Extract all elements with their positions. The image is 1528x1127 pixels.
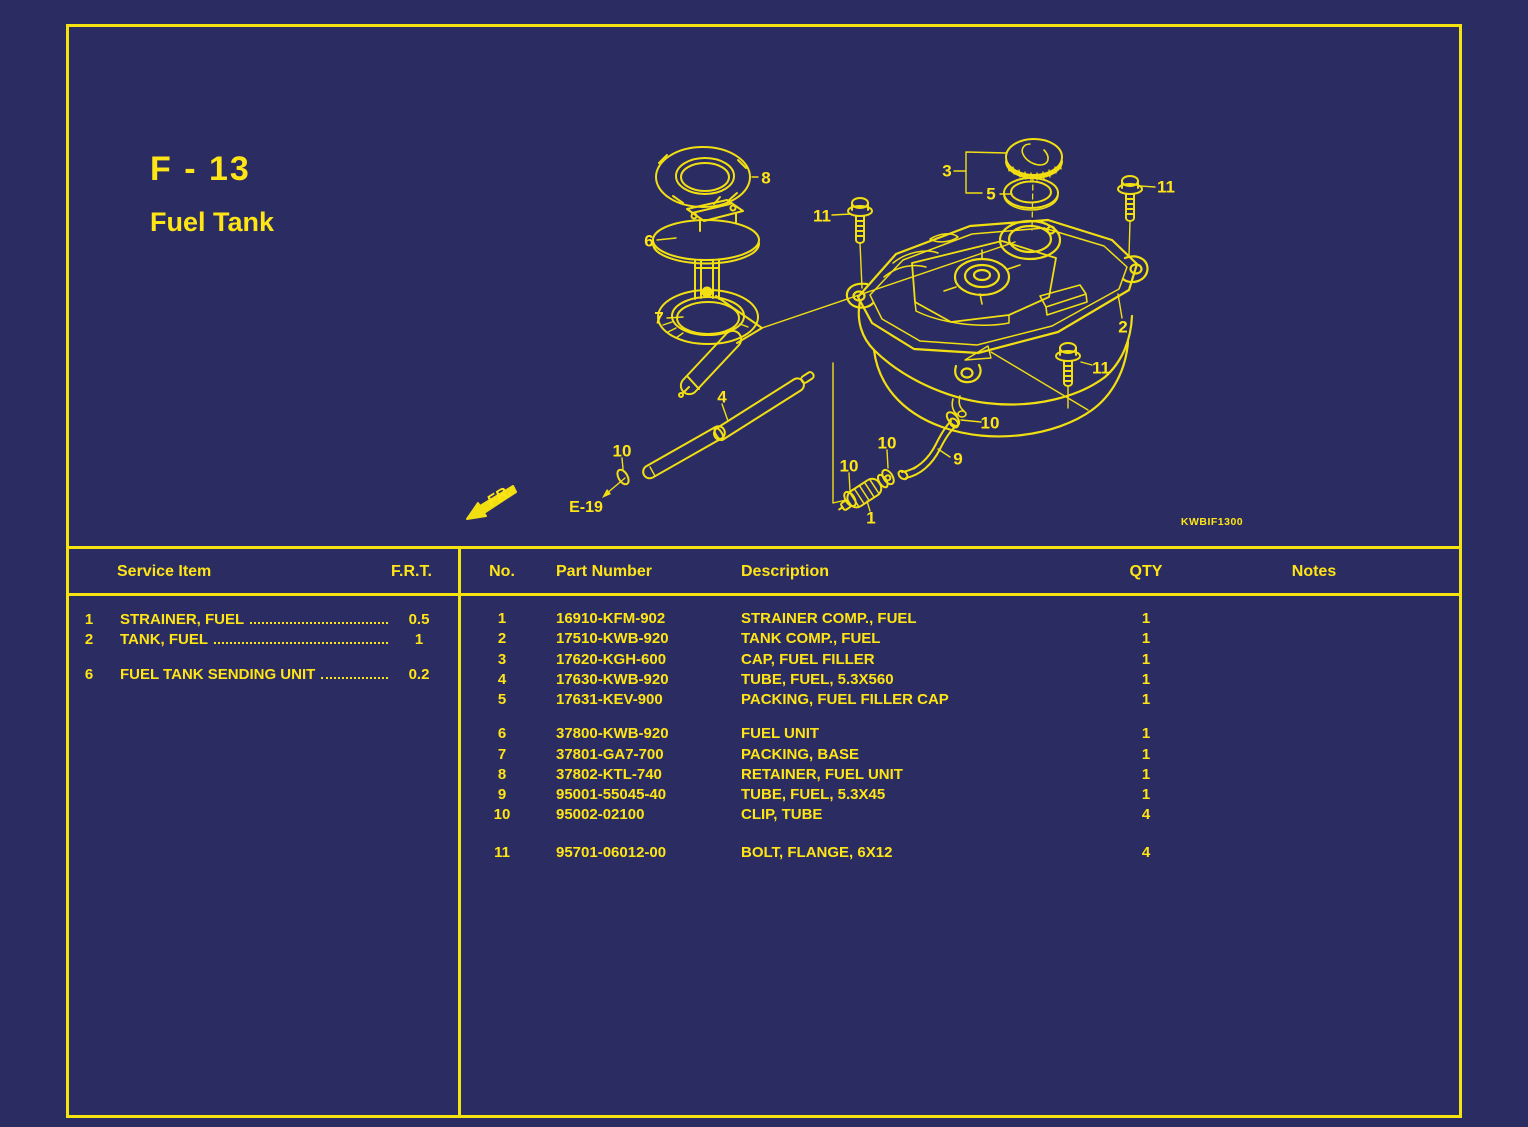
parts-row-description: TANK COMP., FUEL [741, 630, 881, 648]
parts-row-qty: 1 [1141, 610, 1151, 627]
callout-6: 6 [644, 231, 654, 251]
parts-row-no: 8 [497, 765, 507, 783]
parts-row [66, 670, 1462, 690]
callout-11: 11 [813, 206, 831, 226]
qty-header: QTY [1129, 563, 1163, 580]
callout-2: 2 [1118, 317, 1128, 337]
parts-row-part-number: 17510-KWB-920 [556, 630, 669, 648]
service-row-item: STRAINER, FUEL [120, 610, 245, 628]
service-row-frt: 0.5 [408, 610, 430, 628]
callout-10: 10 [980, 413, 1000, 433]
parts-row [66, 843, 1462, 863]
parts-row-qty: 1 [1141, 745, 1151, 763]
parts-row-no: 7 [497, 745, 507, 763]
page-title: Fuel Tank [150, 207, 275, 237]
service-row-item: FUEL TANK SENDING UNIT [120, 665, 316, 683]
parts-row-qty: 1 [1141, 765, 1151, 783]
parts-row [66, 690, 1462, 710]
parts-row-part-number: 95701-06012-00 [556, 843, 667, 861]
parts-row-qty: 1 [1141, 725, 1151, 743]
parts-row-description: PACKING, BASE [741, 745, 860, 763]
parts-row-description: TUBE, FUEL, 5.3X560 [741, 670, 894, 688]
callout-11: 11 [1157, 177, 1175, 197]
parts-row-part-number: 17630-KWB-920 [556, 670, 669, 688]
parts-list-table [66, 609, 1462, 863]
table-top-line [66, 546, 1462, 549]
ref-label-e19: E-19 [569, 499, 603, 516]
callout-8: 8 [761, 168, 771, 188]
callout-7: 7 [654, 308, 664, 328]
parts-row-qty: 1 [1141, 630, 1151, 648]
parts-row-part-number: 37802-KTL-740 [556, 765, 662, 783]
parts-row-description: STRAINER COMP., FUEL [741, 610, 917, 627]
callout-11: 11 [1092, 358, 1110, 378]
parts-row-part-number: 95002-02100 [556, 806, 645, 824]
parts-row-no: 2 [497, 630, 507, 648]
parts-row-no: 11 [494, 843, 510, 861]
parts-row [66, 724, 1462, 744]
service-row-no: 1 [84, 610, 94, 628]
parts-row-qty: 1 [1141, 670, 1151, 688]
callout-5: 5 [986, 184, 996, 204]
table-header-underline [66, 593, 1462, 596]
parts-row-part-number: 17631-KEV-900 [556, 691, 663, 708]
parts-row-description: TUBE, FUEL, 5.3X45 [741, 786, 886, 803]
service-item-header: Service Item [117, 563, 212, 580]
parts-row-description: CLIP, TUBE [741, 806, 823, 824]
callout-1: 1 [866, 508, 876, 528]
callout-10: 10 [877, 433, 897, 453]
fr-label: FR. [484, 482, 516, 511]
parts-row-no: 1 [497, 610, 507, 627]
callout-layer [0, 0, 1528, 548]
callout-3: 3 [942, 161, 952, 181]
parts-row [66, 609, 1462, 629]
service-row-frt: 1 [414, 630, 424, 648]
description-header: Description [741, 563, 830, 580]
parts-row-description: FUEL UNIT [741, 725, 820, 743]
notes-header: Notes [1291, 563, 1337, 580]
parts-row-description: RETAINER, FUEL UNIT [741, 765, 903, 783]
parts-row-no: 6 [497, 725, 507, 743]
service-row-no: 2 [84, 630, 94, 648]
parts-row [66, 805, 1462, 825]
part-number-header: Part Number [556, 563, 653, 580]
parts-row [66, 745, 1462, 765]
parts-row-part-number: 37801-GA7-700 [556, 745, 664, 763]
parts-row-qty: 1 [1141, 650, 1151, 668]
parts-row-description: BOLT, FLANGE, 6X12 [741, 843, 893, 861]
parts-row-part-number: 37800-KWB-920 [556, 725, 669, 743]
parts-row-qty: 1 [1141, 786, 1151, 803]
service-row-item: TANK, FUEL [120, 630, 209, 648]
parts-row [66, 650, 1462, 670]
service-row-frt: 0.2 [408, 665, 430, 683]
parts-row-qty: 1 [1141, 691, 1151, 708]
parts-row-description: PACKING, FUEL FILLER CAP [741, 691, 949, 708]
service-row-no: 6 [84, 665, 94, 683]
parts-row-no: 9 [497, 786, 507, 803]
parts-row-qty: 4 [1141, 806, 1151, 824]
parts-row-description: CAP, FUEL FILLER [741, 650, 875, 668]
parts-row-part-number: 95001-55045-40 [556, 786, 667, 803]
parts-row-no: 5 [497, 691, 507, 708]
callout-10: 10 [839, 456, 859, 476]
parts-row-qty: 4 [1141, 843, 1151, 861]
parts-row-no: 4 [497, 670, 507, 688]
parts-row [66, 765, 1462, 785]
no-header: No. [489, 563, 515, 580]
parts-row-part-number: 16910-KFM-902 [556, 610, 666, 627]
page-code: F - 13 [150, 150, 251, 188]
parts-row-part-number: 17620-KGH-600 [556, 650, 667, 668]
callout-4: 4 [717, 387, 727, 407]
callout-10: 10 [612, 441, 632, 461]
frt-header: F.R.T. [391, 563, 432, 580]
drawing-code: KWBIF1300 [1180, 516, 1244, 528]
parts-row [66, 785, 1462, 805]
parts-row-no: 10 [493, 806, 511, 824]
callout-9: 9 [953, 449, 963, 469]
parts-row [66, 629, 1462, 649]
parts-row-no: 3 [497, 650, 507, 668]
